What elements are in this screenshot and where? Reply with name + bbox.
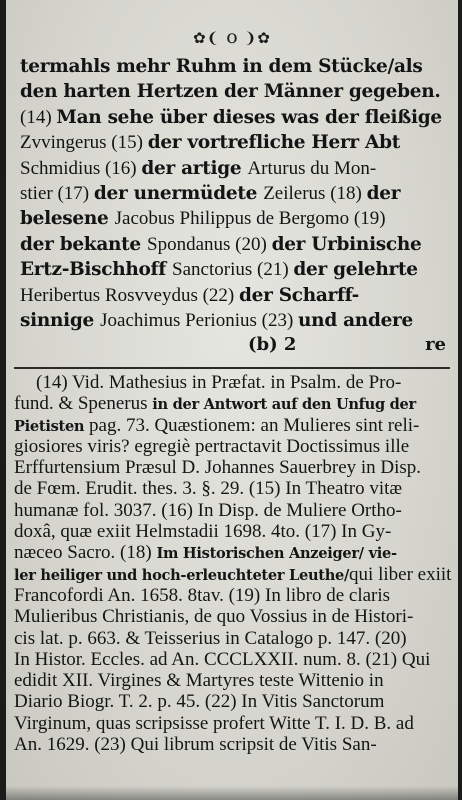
antiqua-text: Sanctorius (21) [172, 259, 294, 281]
antiqua-text: Zvvingerus (15) [20, 132, 148, 154]
fraktur-text: der [366, 182, 401, 204]
fraktur-text: Im Historischen Anzeiger/ vie- [156, 545, 397, 563]
footnote-line [14, 500, 454, 521]
antiqua-text: de Fœm. Erudit. thes. 3. §. 29. (15) In Theatro vitæ [14, 478, 403, 500]
antiqua-text: Virginum, quas scripsisse profert Witte T. I. D. B. ad [14, 712, 414, 734]
fraktur-text: der unermüdete [93, 182, 264, 204]
antiqua-text: Schmidius (16) [20, 157, 142, 179]
footnote-line [14, 713, 454, 734]
text-line [20, 105, 452, 130]
antiqua-text: Zeilerus (18) [263, 182, 367, 204]
footnote-line [14, 478, 454, 499]
footnote-line [14, 606, 454, 627]
text-line [20, 257, 452, 282]
text-line [20, 206, 452, 231]
text-line [20, 54, 452, 79]
fraktur-text: den harten Hertzen der Männer gegeben. [20, 81, 441, 103]
antiqua-text: (14) Vid. Mathesius in Præfat. in Psalm. de Pro- [36, 372, 402, 393]
book-page [6, 0, 458, 800]
footnote-line [14, 734, 454, 755]
ornament-right-icon: ❩✿ [243, 29, 271, 47]
footnote-line [14, 521, 454, 542]
fraktur-text: der bekante [20, 233, 148, 255]
antiqua-text: giosiores viris? egregiè pertractavit Doctissimus ille [14, 435, 410, 457]
text-line [20, 232, 452, 257]
fraktur-text: Man sehe über dieses was der fleißige [56, 106, 442, 128]
footnote-line [14, 649, 454, 670]
fraktur-text: ler heiliger und hoch-erleuchteter Leuthe/ [14, 566, 350, 584]
antiqua-text: In Histor. Eccles. ad An. CCCLXXII. num. 8. (21) Qui [14, 648, 431, 670]
antiqua-text: pag. 73. Quæstionem: an Mulieres sint reli- [89, 414, 420, 436]
antiqua-text: doxâ, quæ exiit Helmstadii 1698. 4to. (17) In Gy- [14, 521, 392, 543]
fraktur-text: Ertz-Bischhoff [20, 259, 173, 281]
page-bottom-shadow [6, 786, 458, 800]
footnote-divider [14, 367, 450, 369]
footnote-line [14, 628, 454, 649]
antiqua-text: Erffurtensium Præsul D. Johannes Sauerbrey in Disp. [14, 457, 422, 479]
footnote-line [14, 372, 454, 393]
antiqua-text: qui liber exiit [349, 563, 452, 585]
antiqua-text: cis lat. p. 663. & Teisserius in Catalogo p. 147. (20) [14, 627, 407, 649]
footnote-lines [14, 372, 454, 755]
footnote-line [14, 564, 454, 585]
text-line [20, 283, 452, 308]
fraktur-text: sinnige [20, 309, 101, 331]
antiqua-text: edidit XII. Virgines & Martyres teste Wittenio in [14, 670, 384, 692]
fraktur-text: Pietisten [14, 417, 90, 435]
antiqua-text: Arturus du Mon- [247, 157, 377, 179]
fraktur-text: termahls mehr Ruhm in dem Stücke/als [20, 56, 423, 77]
antiqua-text: (14) [20, 106, 57, 128]
fraktur-text: und andere [298, 309, 413, 331]
signature-mark: (b) 2 [248, 334, 297, 356]
antiqua-text: An. 1629. (23) Qui librum scripsit de Vitis San- [14, 734, 377, 756]
main-text-lines [20, 54, 452, 333]
fraktur-text: der Urbinische [271, 233, 422, 255]
antiqua-text: Spondanus (20) [147, 233, 272, 255]
text-line [20, 156, 452, 181]
footnote-line [14, 542, 454, 563]
antiqua-text: humanæ fol. 3037. (16) In Disp. de Muliere Ortho- [14, 499, 402, 521]
main-text [20, 54, 452, 357]
antiqua-text: Mulieribus Christianis, de quo Vossius in de Histori- [14, 606, 414, 628]
fraktur-text: der gelehrte [293, 259, 418, 281]
footnote-line [14, 436, 454, 457]
text-line [20, 181, 452, 206]
text-line [20, 79, 452, 104]
footnote-line [14, 415, 454, 436]
footnote-line [14, 691, 454, 712]
antiqua-text: Jacobus Philippus de Bergomo (19) [114, 208, 386, 230]
antiqua-text: Diario Biogr. T. 2. p. 45. (22) In Vitis Sanctorum [14, 691, 385, 713]
footnote-line [14, 393, 454, 414]
text-line [20, 130, 452, 155]
antiqua-text: fund. & Spenerus [14, 393, 153, 415]
fraktur-text: belesene [20, 208, 115, 230]
catchword: re [425, 334, 446, 356]
footnotes [14, 372, 454, 755]
antiqua-text: næceo Sacro. (18) [14, 542, 157, 564]
fraktur-text: der Scharff- [239, 284, 360, 306]
page-footer-line [20, 333, 452, 357]
antiqua-text: Heribertus Rosvveydus (22) [20, 284, 239, 306]
footnote-line [14, 670, 454, 691]
footnote-line [14, 457, 454, 478]
antiqua-text: Francofordi An. 1658. 8tav. (19) In libro de claris [14, 584, 391, 606]
page-number: o [226, 26, 238, 48]
antiqua-text: stier (17) [20, 182, 94, 204]
antiqua-text: Joachimus Perionius (23) [100, 309, 299, 331]
fraktur-text: der vortrefliche Herr Abt [147, 132, 400, 154]
text-line [20, 308, 452, 333]
fraktur-text: in der Antwort auf den Unfug der [152, 396, 416, 414]
fraktur-text: der artige [141, 157, 248, 179]
footnote-line [14, 585, 454, 606]
ornament-left-icon: ✿❨ [193, 29, 221, 47]
page-header [6, 26, 458, 50]
